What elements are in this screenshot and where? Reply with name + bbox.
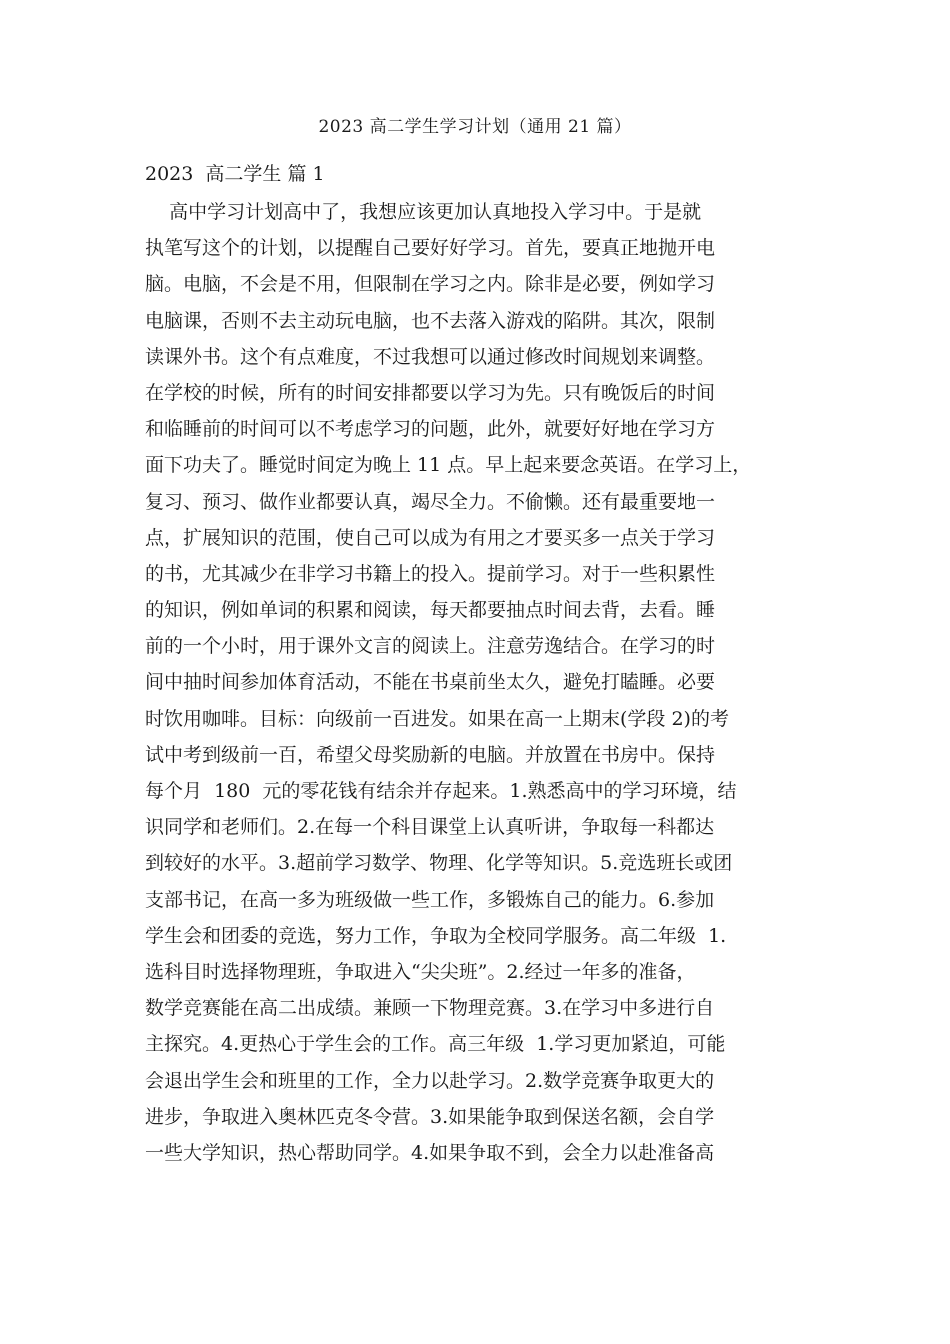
body-line: 学生会和团委的竞选，努力工作，争取为全校同学服务。高二年级 1. (145, 924, 727, 947)
body-line: 电脑课，否则不去主动玩电脑，也不去落入游戏的陷阱。其次，限制 (145, 309, 716, 332)
body-line: 和临睡前的时间可以不考虑学习的问题，此外，就要好好地在学习方 (145, 418, 716, 441)
body-line: 会退出学生会和班里的工作，全力以赴学习。2.数学竞赛争取更大的 (145, 1069, 715, 1092)
body-line: 的知识，例如单词的积累和阅读，每天都要抽点时间去背，去看。睡 (145, 599, 716, 622)
section-heading: 2023 高二学生 篇 1 (145, 163, 325, 185)
body-line: 试中考到级前一百，希望父母奖励新的电脑。并放置在书房中。保持 (145, 743, 716, 766)
body-paragraph (145, 194, 805, 1171)
body-line: 时饮用咖啡。目标：向级前一百进发。如果在高一上期末(学段 2)的考 (145, 707, 729, 730)
body-line: 高中学习计划高中了，我想应该更加认真地投入学习中。于是就 (145, 201, 702, 223)
body-line: 支部书记，在高一多为班级做一些工作，多锻炼自己的能力。6.参加 (145, 888, 715, 911)
body-line: 数学竞赛能在高二出成绩。兼顾一下物理竞赛。3.在学习中多进行自 (145, 997, 715, 1020)
body-line: 复习、预习、做作业都要认真，竭尽全力。不偷懒。还有最重要地一 (145, 490, 716, 513)
document-title: 2023 高二学生学习计划（通用 21 篇） (318, 117, 632, 137)
body-line: 在学校的时候，所有的时间安排都要以学习为先。只有晚饭后的时间 (145, 381, 716, 404)
body-line: 主探究。4.更热心于学生会的工作。高三年级 1.学习更加紧迫，可能 (145, 1033, 726, 1056)
body-line: 到较好的水平。3.超前学习数学、物理、化学等知识。5.竞选班长或团 (145, 852, 733, 875)
body-line: 读课外书。这个有点难度，不过我想可以通过修改时间规划来调整。 (145, 345, 716, 368)
body-line: 的书，尤其减少在非学习书籍上的投入。提前学习。对于一些积累性 (145, 562, 716, 585)
body-line: 识同学和老师们。2.在每一个科目课堂上认真听讲，争取每一科都达 (145, 816, 715, 839)
body-line: 每个月 180 元的零花钱有结余并存起来。1.熟悉高中的学习环境，结 (145, 780, 737, 802)
body-line: 选科目时选择物理班，争取进入“尖尖班”。2.经过一年多的准备， (145, 960, 696, 983)
body-line: 脑。电脑，不会是不用，但限制在学习之内。除非是必要，例如学习 (145, 273, 716, 296)
body-line: 进步，争取进入奥林匹克冬令营。3.如果能争取到保送名额，会自学 (145, 1105, 715, 1128)
body-line: 点，扩展知识的范围，使自己可以成为有用之才要买多一点关于学习 (145, 526, 716, 549)
body-line: 面下功夫了。睡觉时间定为晚上 11 点。早上起来要念英语。在学习上， (145, 454, 752, 477)
body-line: 一些大学知识，热心帮助同学。4.如果争取不到，会全力以赴准备高 (145, 1141, 715, 1164)
body-line: 间中抽时间参加体育活动，不能在书桌前坐太久，避免打瞌睡。必要 (145, 671, 716, 694)
body-line: 前的一个小时，用于课外文言的阅读上。注意劳逸结合。在学习的时 (145, 635, 716, 658)
body-line: 执笔写这个的计划，以提醒自己要好好学习。首先，要真正地抛开电 (145, 237, 716, 260)
